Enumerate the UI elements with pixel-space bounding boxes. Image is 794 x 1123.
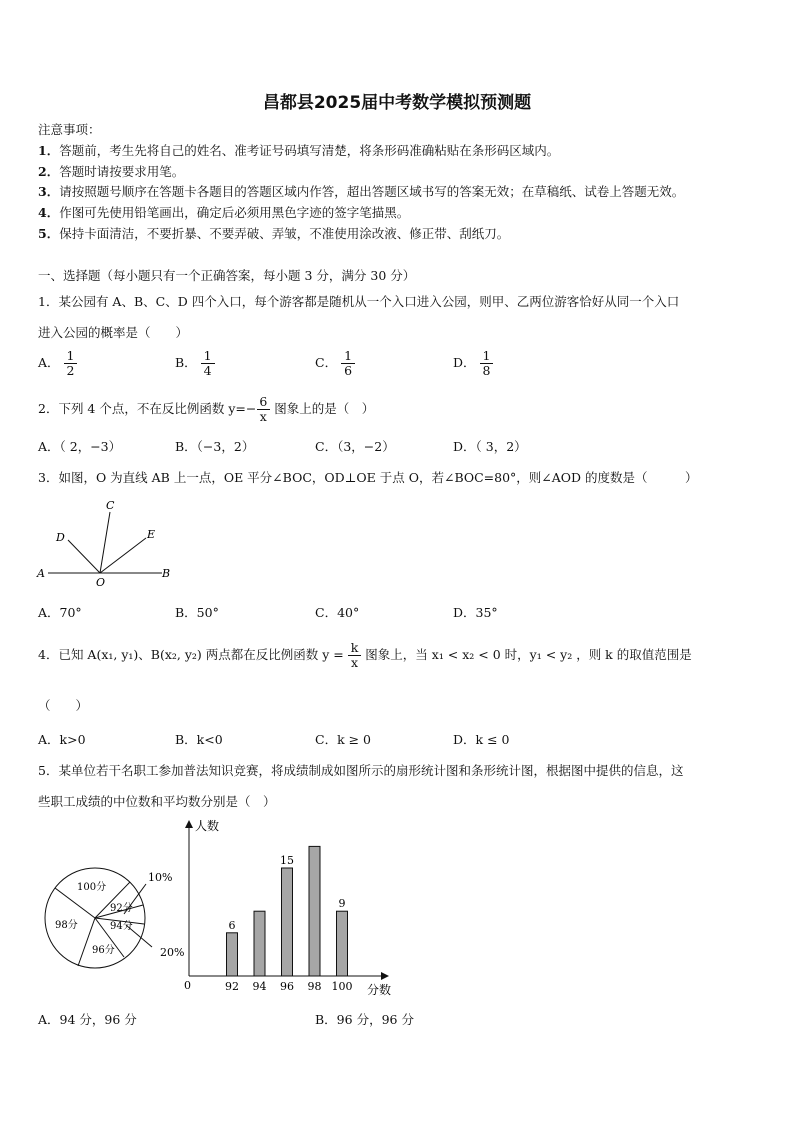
q1-stem: 1．某公园有 A、B、C、D 四个入口，每个游客都是随机从一个入口进入公园，则甲、乙两位游客恰好从同一个入口 bbox=[38, 294, 680, 309]
pie-divider bbox=[78, 918, 95, 966]
x-axis-label: 分数 bbox=[367, 983, 392, 997]
q3-option-b: B．50° bbox=[175, 605, 219, 620]
label-o: O bbox=[96, 576, 106, 588]
bar-94 bbox=[254, 911, 265, 976]
q4-option-a: A．k>0 bbox=[38, 732, 86, 747]
x-axis-arrow bbox=[381, 972, 389, 980]
label-e: E bbox=[147, 528, 156, 541]
q1-option-a: A． $\frac{1}{2}$ bbox=[38, 349, 77, 378]
x-tick-label: 94 bbox=[252, 980, 267, 993]
q2-option-c: C．（3，−2） bbox=[315, 439, 395, 454]
x-tick-label: 100 bbox=[331, 980, 353, 993]
bar-98 bbox=[309, 846, 320, 976]
page-title: 昌都县2025届中考数学模拟预测题 bbox=[262, 93, 532, 113]
y-axis-label: 人数 bbox=[195, 819, 220, 833]
q5-stem-cont: 些职工成绩的中位数和平均数分别是（ ） bbox=[38, 794, 276, 809]
note-item: 1．答题前，考生先将自己的姓名、准考证号码填写清楚，将条形码准确粘贴在条形码区域内。 bbox=[38, 143, 560, 158]
q4-option-d: D．k ≤ 0 bbox=[453, 732, 510, 747]
pie-label: 92分 bbox=[110, 903, 133, 914]
note-item: 3．请按照题号顺序在答题卡各题目的答题区域内作答，超出答题区域书写的答案无效；在草稿纸、试卷上答题无效。 bbox=[38, 184, 685, 199]
q5-stem: 5．某单位若干名职工参加普法知识竞赛，将成绩制成如图所示的扇形统计图和条形统计图，根据图中提供的信息，这 bbox=[38, 763, 684, 778]
q2-option-d: D．（ 3，2） bbox=[453, 439, 527, 454]
section-heading: 一、选择题（每小题只有一个正确答案，每小题 3 分，满分 30 分） bbox=[38, 268, 416, 283]
q3-stem: 3．如图，O 为直线 AB 上一点，OE 平分∠BOC，OD⊥OE 于点 O，若∠BOC=80°，则∠AOD 的度数是（ ） bbox=[38, 470, 698, 485]
ray-oc bbox=[100, 512, 110, 573]
bar-value-label: 6 bbox=[228, 918, 236, 932]
y-axis-arrow bbox=[185, 820, 193, 828]
pie-label: 96分 bbox=[92, 945, 115, 956]
q5-option-b: B．96 分，96 分 bbox=[315, 1012, 414, 1027]
x-tick-label: 98 bbox=[307, 980, 322, 993]
pie-label: 98分 bbox=[55, 920, 78, 931]
note-item: 4．作图可先使用铅笔画出，确定后必须用黑色字迹的签字笔描黑。 bbox=[38, 205, 410, 220]
notes-heading: 注意事项： bbox=[38, 122, 101, 137]
pie-chart bbox=[38, 862, 198, 972]
bar-value-label: 9 bbox=[338, 897, 346, 911]
q1-option-c: C． $\frac{1}{6}$ bbox=[315, 349, 355, 378]
q4-option-c: C．k ≥ 0 bbox=[315, 732, 372, 747]
bar-92 bbox=[227, 933, 238, 976]
q1-option-d: D． $\frac{1}{8}$ bbox=[453, 349, 493, 378]
q3-option-c: C．40° bbox=[315, 605, 360, 620]
q4-stem: 4．已知 A(x₁, y₁)、B(x₂, y₂) 两点都在反比例函数 y = $\frac{k}{x}$ 图象上，当 x₁ < x₂ < 0 时，y₁ < y₂ ，则 k 的取值范围是 bbox=[38, 640, 692, 670]
q2-option-b: B．（−3，2） bbox=[175, 439, 255, 454]
label-a: A bbox=[37, 567, 45, 580]
q3-figure bbox=[34, 496, 184, 588]
pie-pct-label: 20% bbox=[160, 946, 185, 959]
note-item: 5．保持卡面清洁，不要折暴、不要弄破、弄皱，不准使用涂改液、修正带、刮纸刀。 bbox=[38, 226, 510, 241]
q1-option-b: B． $\frac{1}{4}$ bbox=[175, 349, 215, 378]
bar-chart bbox=[175, 812, 405, 1000]
x-tick-label: 92 bbox=[225, 980, 239, 993]
q2-stem: 2．下列 4 个点，不在反比例函数 y=− $\frac{6}{x}$ 图象上的是（ ） bbox=[38, 394, 375, 424]
q4-stem-cont: （ ） bbox=[38, 698, 89, 713]
q5-option-a: A．94 分，96 分 bbox=[38, 1012, 137, 1027]
q3-option-a: A．70° bbox=[38, 605, 82, 620]
origin-label: 0 bbox=[184, 979, 191, 992]
pie-pct-label: 10% bbox=[148, 871, 173, 884]
label-c: C bbox=[106, 499, 115, 512]
bar-value-label: 15 bbox=[280, 854, 294, 867]
bar-series bbox=[225, 846, 353, 993]
note-item: 2．答题时请按要求用笔。 bbox=[38, 164, 185, 179]
ray-od bbox=[68, 540, 100, 573]
bar-96 bbox=[282, 868, 293, 976]
q1-stem-cont: 进入公园的概率是（ ） bbox=[38, 325, 189, 340]
x-tick-label: 96 bbox=[280, 980, 294, 993]
ray-oe bbox=[100, 538, 146, 573]
pie-label: 94分 bbox=[110, 921, 133, 932]
bar-100 bbox=[337, 911, 348, 976]
pie-label: 100分 bbox=[77, 882, 107, 893]
label-d: D bbox=[56, 531, 65, 544]
label-b: B bbox=[162, 567, 171, 580]
q3-option-d: D．35° bbox=[453, 605, 498, 620]
q2-option-a: A．（ 2，−3） bbox=[38, 439, 122, 454]
q4-option-b: B．k<0 bbox=[175, 732, 223, 747]
